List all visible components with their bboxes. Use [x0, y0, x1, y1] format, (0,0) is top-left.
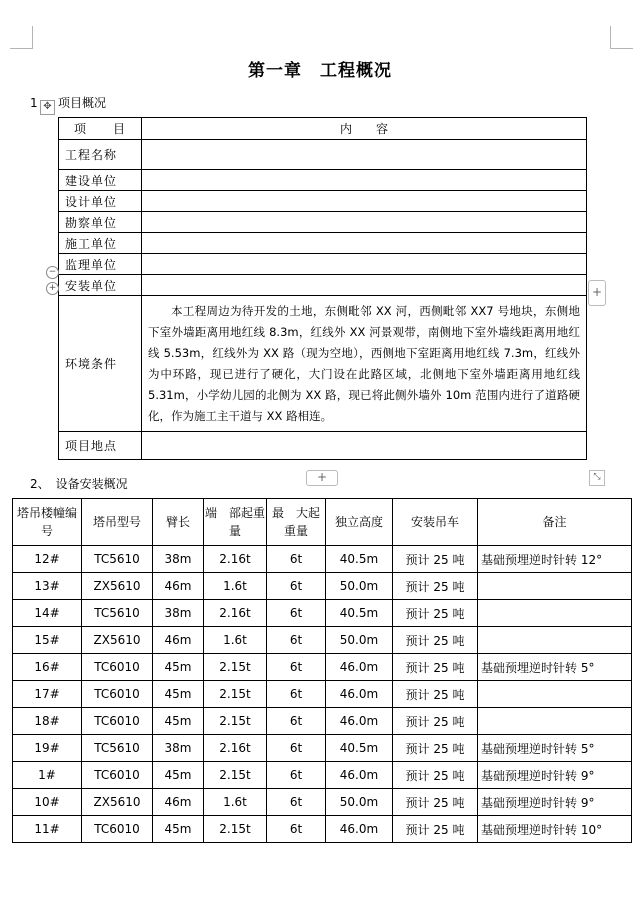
table-row: [13, 546, 632, 573]
cell-tip-load: 2.15t: [204, 681, 267, 708]
cell-building: 13#: [13, 573, 82, 600]
cell-tip-load: 2.16t: [204, 735, 267, 762]
cell-note: [478, 708, 632, 735]
cell-tip-load: 2.15t: [204, 654, 267, 681]
cell-note: 基础预埋逆时针转 9°: [478, 789, 632, 816]
table-row: [13, 627, 632, 654]
plus-icon: +: [591, 285, 603, 299]
cell-arm: 38m: [153, 735, 204, 762]
cell-crane: 预计 25 吨: [393, 600, 478, 627]
row-value-developer[interactable]: [142, 170, 587, 191]
cell-height: 50.0m: [326, 573, 393, 600]
cell-height: 40.5m: [326, 600, 393, 627]
cell-max-load: 6t: [267, 762, 326, 789]
resize-diagonal-icon[interactable]: ⤡: [589, 470, 605, 486]
cell-max-load: 6t: [267, 654, 326, 681]
cell-model: TC6010: [82, 708, 153, 735]
project-overview-table: [58, 117, 587, 460]
cell-note: 基础预埋逆时针转 10°: [478, 816, 632, 843]
cell-note: [478, 573, 632, 600]
cell-note: 基础预埋逆时针转 5°: [478, 654, 632, 681]
cell-crane: 预计 25 吨: [393, 681, 478, 708]
col-header-max-load: 最 大起重量: [267, 499, 326, 546]
cell-note: [478, 681, 632, 708]
cell-height: 50.0m: [326, 627, 393, 654]
plus-circle-icon[interactable]: +: [46, 282, 59, 295]
minus-circle-icon[interactable]: −: [46, 266, 59, 279]
table-row: [59, 140, 587, 170]
row-value-project-name[interactable]: [142, 140, 587, 170]
cell-tip-load: 2.16t: [204, 546, 267, 573]
cell-arm: 46m: [153, 573, 204, 600]
cell-tip-load: 2.15t: [204, 708, 267, 735]
cell-crane: 预计 25 吨: [393, 789, 478, 816]
table-row: [59, 170, 587, 191]
table-row: [13, 708, 632, 735]
row-label-designer: 设计单位: [59, 191, 142, 212]
cell-height: 46.0m: [326, 762, 393, 789]
header-item: 项 目: [59, 118, 142, 140]
cell-arm: 45m: [153, 681, 204, 708]
cell-note: 基础预埋逆时针转 12°: [478, 546, 632, 573]
table-row: [59, 212, 587, 233]
row-value-contractor[interactable]: [142, 233, 587, 254]
row-value-environment[interactable]: 本工程周边为待开发的土地，东侧毗邻 XX 河，西侧毗邻 XX7 号地块，东侧地下室外墙距离用地红线 8.3m，红线外 XX 河景观带，南侧地下室外墙线距离用地红线 5.53m，红线外为 XX 路（现为空地），西侧地下室距离用地红线 7.3m，红线外为中环路，现已进行了硬化，大门设在此路区域，北侧地下室外墙距离用地红线 5.31m，小学幼儿园的北侧为 XX 路，现已将此侧外墙外 10m 范围内进行了道路硬化，作为施工主干道与 XX 路相连。: [142, 296, 587, 432]
cell-height: 40.5m: [326, 735, 393, 762]
table-row: [13, 789, 632, 816]
cell-model: TC6010: [82, 681, 153, 708]
row-value-surveyor[interactable]: [142, 212, 587, 233]
col-header-building: 塔吊楼幢编 号: [13, 499, 82, 546]
cell-max-load: 6t: [267, 546, 326, 573]
row-label-environment: 环境条件: [59, 296, 142, 432]
header-content: 内 容: [142, 118, 587, 140]
cell-crane: 预计 25 吨: [393, 762, 478, 789]
cell-model: ZX5610: [82, 627, 153, 654]
table-row: [59, 233, 587, 254]
cell-building: 12#: [13, 546, 82, 573]
cell-arm: 45m: [153, 708, 204, 735]
cell-building: 10#: [13, 789, 82, 816]
row-value-location[interactable]: [142, 432, 587, 460]
cell-building: 18#: [13, 708, 82, 735]
cell-max-load: 6t: [267, 816, 326, 843]
col-header-tip-load: 端 部起重量: [204, 499, 267, 546]
cell-height: 46.0m: [326, 816, 393, 843]
overview-header-row: [59, 118, 587, 140]
cell-building: 16#: [13, 654, 82, 681]
cell-tip-load: 1.6t: [204, 627, 267, 654]
cell-crane: 预计 25 吨: [393, 708, 478, 735]
cell-model: TC6010: [82, 762, 153, 789]
cell-tip-load: 1.6t: [204, 573, 267, 600]
cell-crane: 预计 25 吨: [393, 735, 478, 762]
cell-model: TC5610: [82, 546, 153, 573]
table-row: [59, 254, 587, 275]
cell-model: ZX5610: [82, 573, 153, 600]
section-heading-2: 2、 设备安装概况: [30, 477, 128, 491]
row-value-supervisor[interactable]: [142, 254, 587, 275]
cell-height: 40.5m: [326, 546, 393, 573]
table-row: [59, 275, 587, 296]
move-arrows-icon[interactable]: ✥: [40, 100, 55, 115]
add-row-button[interactable]: [306, 470, 338, 486]
cell-tip-load: 2.16t: [204, 600, 267, 627]
cell-building: 1#: [13, 762, 82, 789]
cell-max-load: 6t: [267, 600, 326, 627]
col-header-arm: 臂长: [153, 499, 204, 546]
cell-arm: 46m: [153, 789, 204, 816]
cell-crane: 预计 25 吨: [393, 654, 478, 681]
row-value-designer[interactable]: [142, 191, 587, 212]
cell-arm: 38m: [153, 546, 204, 573]
section-label: 项目概况: [58, 96, 107, 110]
cell-height: 46.0m: [326, 708, 393, 735]
cell-building: 11#: [13, 816, 82, 843]
cell-height: 46.0m: [326, 681, 393, 708]
cell-arm: 46m: [153, 627, 204, 654]
cell-crane: 预计 25 吨: [393, 627, 478, 654]
page-corner-mark-left: [10, 26, 33, 49]
equipment-header-row: [13, 499, 632, 546]
row-label-project-name: 工程名称: [59, 140, 142, 170]
cell-height: 46.0m: [326, 654, 393, 681]
cell-max-load: 6t: [267, 789, 326, 816]
cell-max-load: 6t: [267, 708, 326, 735]
cell-model: ZX5610: [82, 789, 153, 816]
col-header-model: 塔吊型号: [82, 499, 153, 546]
table-row: [13, 573, 632, 600]
cell-max-load: 6t: [267, 627, 326, 654]
cell-note: [478, 600, 632, 627]
chapter-title: 第一章 工程概况: [248, 61, 392, 81]
cell-arm: 45m: [153, 816, 204, 843]
cell-arm: 45m: [153, 762, 204, 789]
row-label-location: 项目地点: [59, 432, 142, 460]
table-row: [13, 816, 632, 843]
cell-tip-load: 2.15t: [204, 816, 267, 843]
cell-max-load: 6t: [267, 735, 326, 762]
cell-note: 基础预埋逆时针转 9°: [478, 762, 632, 789]
cell-model: TC5610: [82, 735, 153, 762]
cell-note: [478, 627, 632, 654]
row-label-supervisor: 监理单位: [59, 254, 142, 275]
cell-model: TC5610: [82, 600, 153, 627]
col-header-note: 备注: [478, 499, 632, 546]
cell-building: 14#: [13, 600, 82, 627]
cell-arm: 45m: [153, 654, 204, 681]
table-row: [59, 296, 587, 432]
cell-crane: 预计 25 吨: [393, 816, 478, 843]
cell-note: 基础预埋逆时针转 5°: [478, 735, 632, 762]
cell-crane: 预计 25 吨: [393, 546, 478, 573]
row-label-contractor: 施工单位: [59, 233, 142, 254]
cell-tip-load: 2.15t: [204, 762, 267, 789]
table-row: [13, 600, 632, 627]
table-row: [13, 762, 632, 789]
add-column-button[interactable]: [588, 280, 606, 306]
cell-building: 15#: [13, 627, 82, 654]
cell-crane: 预计 25 吨: [393, 573, 478, 600]
cell-building: 17#: [13, 681, 82, 708]
plus-icon: +: [316, 470, 328, 484]
cell-model: TC6010: [82, 654, 153, 681]
equipment-table: [12, 498, 632, 843]
col-header-height: 独立高度: [326, 499, 393, 546]
col-header-crane: 安装吊车: [393, 499, 478, 546]
cell-arm: 38m: [153, 600, 204, 627]
row-value-installer[interactable]: [142, 275, 587, 296]
table-row: [13, 654, 632, 681]
row-label-installer: 安装单位: [59, 275, 142, 296]
cell-tip-load: 1.6t: [204, 789, 267, 816]
cell-building: 19#: [13, 735, 82, 762]
row-label-surveyor: 勘察单位: [59, 212, 142, 233]
section-number: 1: [30, 96, 38, 110]
table-row: [13, 681, 632, 708]
cell-model: TC6010: [82, 816, 153, 843]
table-row: [13, 735, 632, 762]
table-row: [59, 432, 587, 460]
cell-height: 50.0m: [326, 789, 393, 816]
page-corner-mark-right: [610, 26, 633, 49]
cell-max-load: 6t: [267, 681, 326, 708]
table-row: [59, 191, 587, 212]
row-label-developer: 建设单位: [59, 170, 142, 191]
cell-max-load: 6t: [267, 573, 326, 600]
